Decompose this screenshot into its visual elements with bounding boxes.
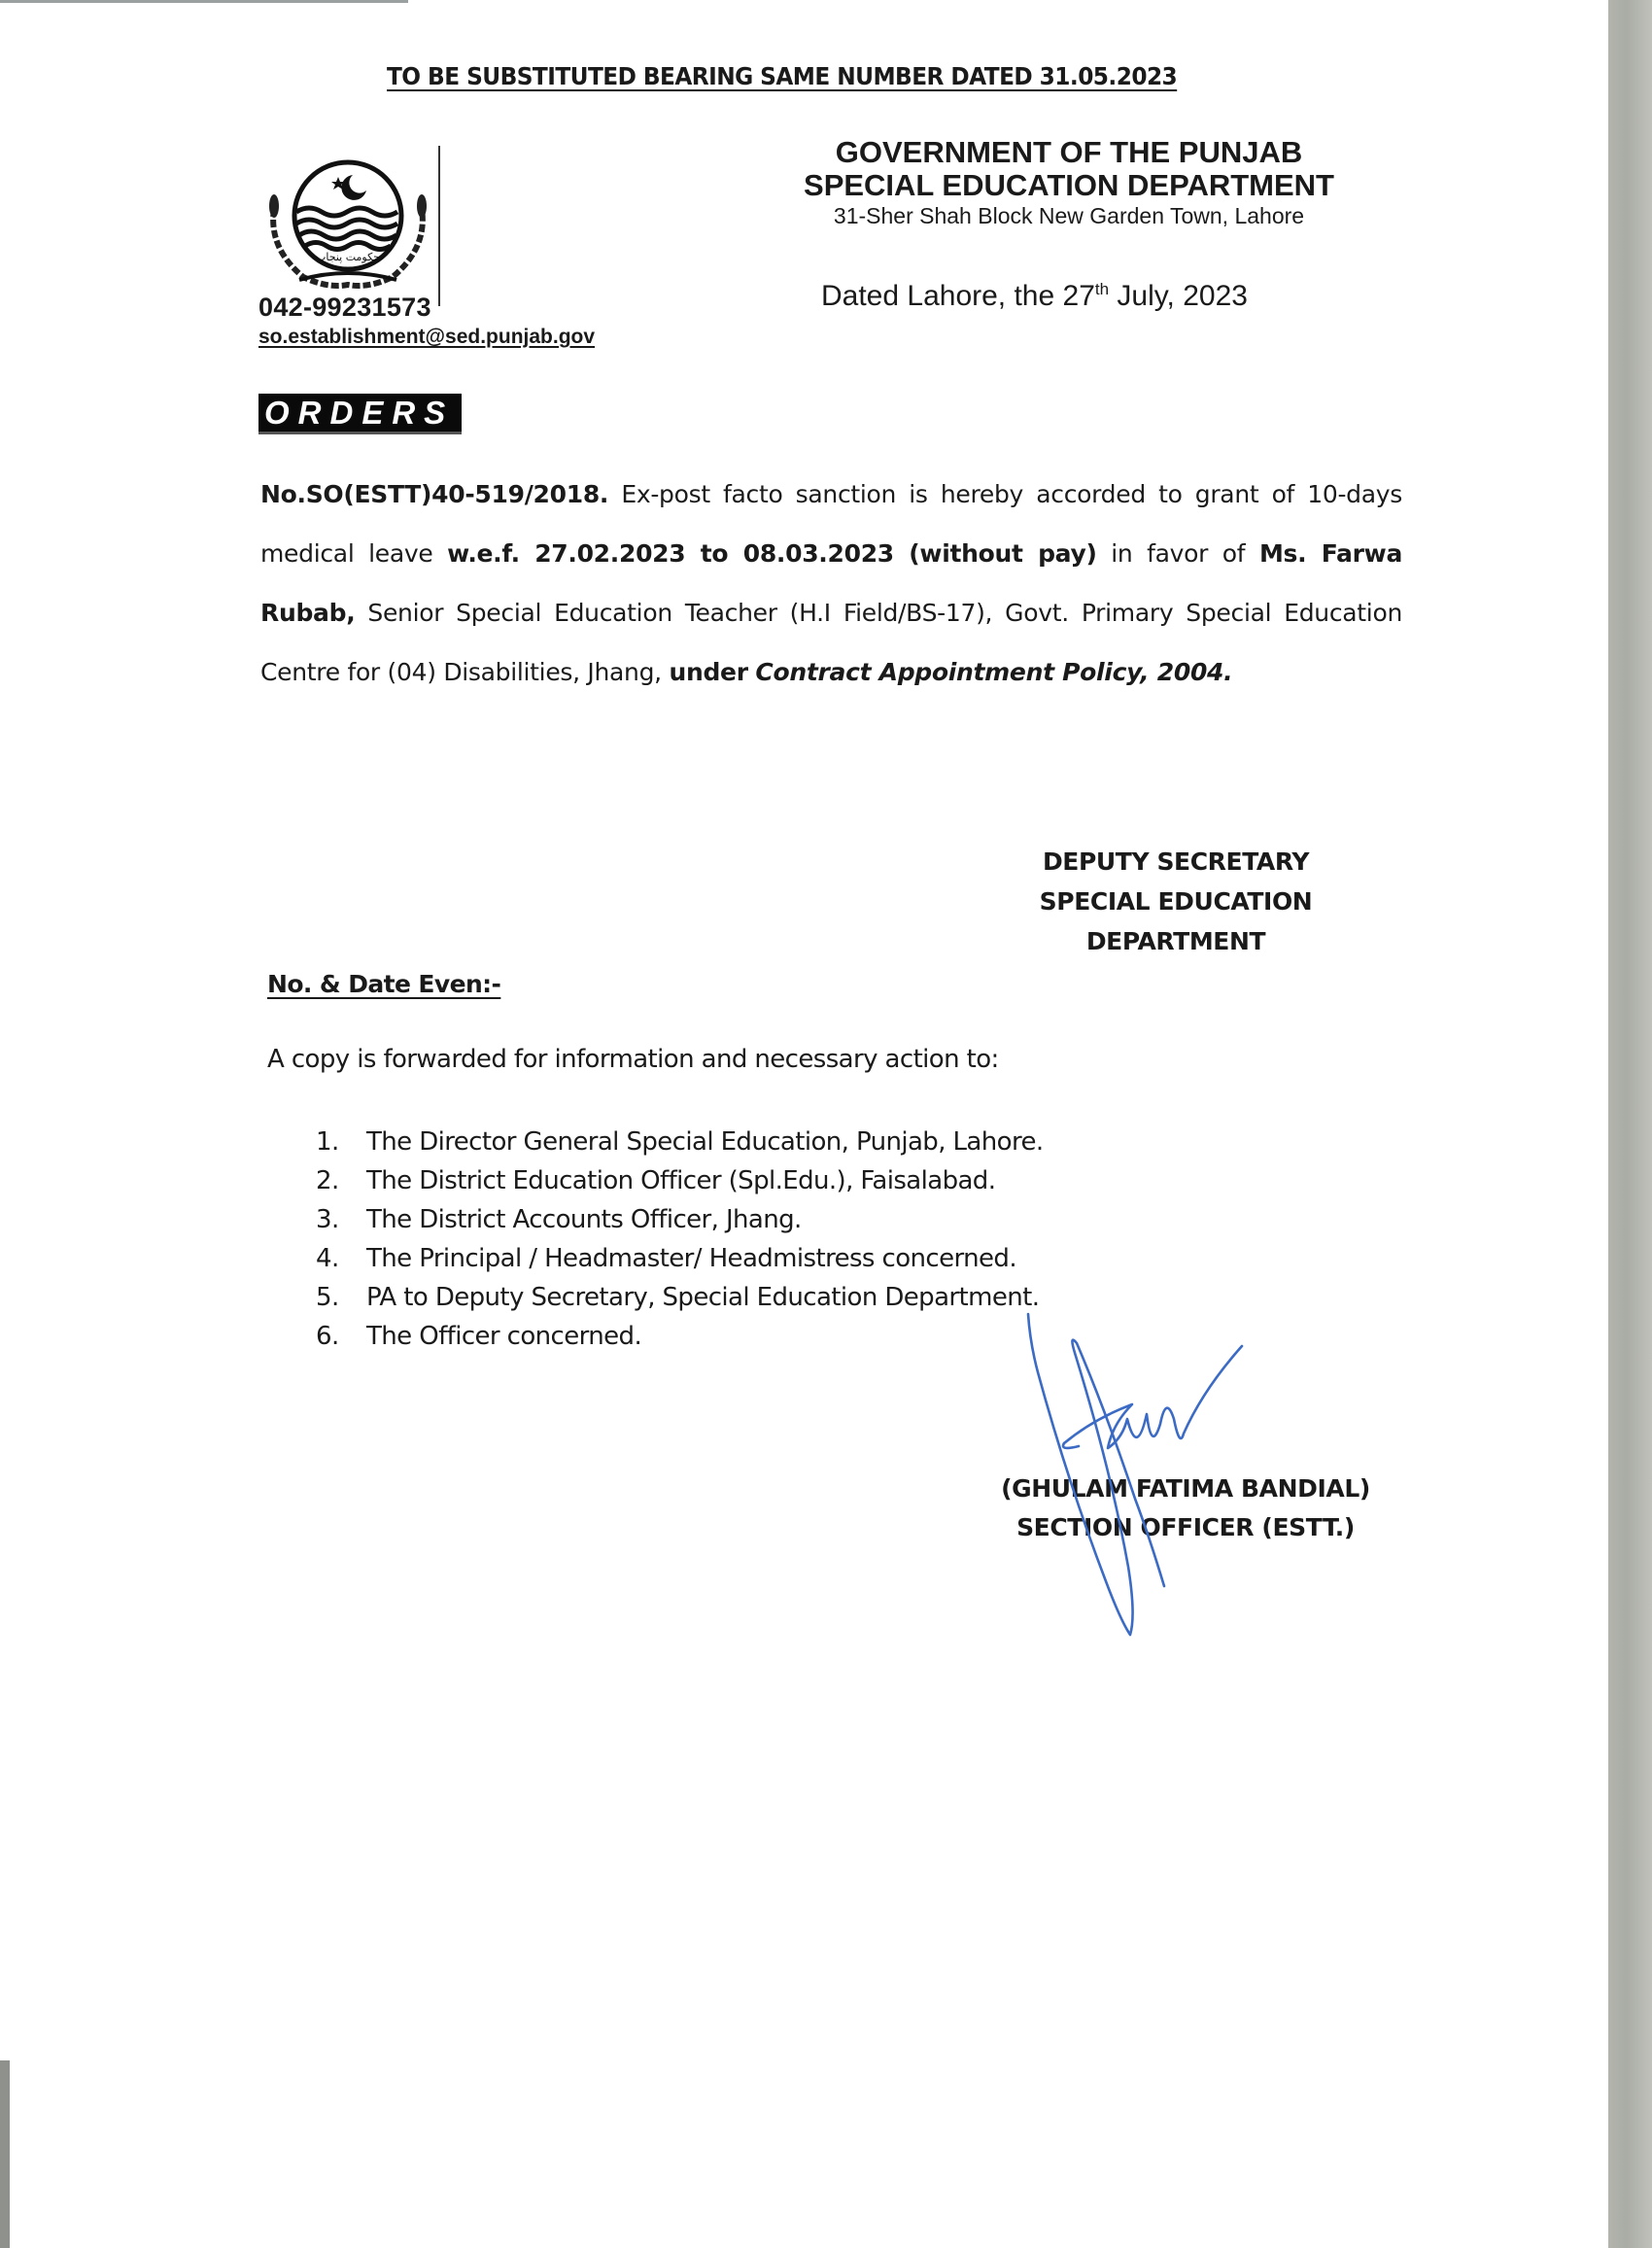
orders-heading: ORDERS [258, 394, 462, 434]
scan-edge-left [0, 2060, 10, 2248]
date-ordinal: th [1094, 280, 1110, 298]
item-text: PA to Deputy Secretary, Special Education Department. [366, 1283, 1040, 1312]
government-title: GOVERNMENT OF THE PUNJAB [835, 135, 1303, 169]
order-text: Ex-post facto sanction is hereby accorded to grant of 10-days medical leave [260, 480, 1402, 568]
department-header [768, 136, 1370, 229]
order-paragraph [260, 465, 1402, 702]
list-item [316, 1200, 1044, 1239]
leave-dates: w.e.f. 27.02.2023 to 08.03.2023 (without pay) [447, 539, 1097, 568]
deputy-line-3: DEPARTMENT [1085, 927, 1266, 955]
policy-name: Contract Appointment Policy, 2004. [755, 658, 1233, 686]
header-divider [438, 146, 440, 306]
list-item [316, 1317, 1044, 1356]
item-text: The District Accounts Officer, Jhang. [366, 1205, 802, 1234]
order-number: No.SO(ESTT)40-519/2018. [260, 480, 609, 508]
item-number: 1. [316, 1127, 339, 1157]
number-date-even: No. & Date Even:- [267, 970, 501, 998]
item-number: 2. [316, 1166, 339, 1195]
phone-number: 042-99231573 [258, 293, 431, 322]
signatory-name: (GHULAM FATIMA BANDIAL) [1001, 1474, 1370, 1503]
document-date [821, 280, 1248, 313]
list-item [316, 1239, 1044, 1278]
list-item [316, 1123, 1044, 1161]
scan-edge-right [1608, 0, 1652, 2248]
deputy-secretary-block [1011, 842, 1341, 961]
punjab-government-logo [260, 156, 435, 292]
deputy-line-2: SPECIAL EDUCATION [1039, 887, 1313, 916]
list-item [316, 1161, 1044, 1200]
item-number: 4. [316, 1244, 339, 1273]
list-item [316, 1278, 1044, 1317]
under-word: under [669, 658, 748, 686]
forward-text: A copy is forwarded for information and necessary action to: [267, 1045, 999, 1074]
item-number: 3. [316, 1205, 339, 1234]
item-text: The District Education Officer (Spl.Edu.), Faisalabad. [366, 1166, 996, 1195]
department-address: 31-Sher Shah Block New Garden Town, Lahore [833, 203, 1305, 228]
order-text: Senior Special Education Teacher (H.I Field/BS-17), Govt. Primary Special Education Centre for (04) Disabilities, Jhang, [260, 599, 1402, 686]
department-title: SPECIAL EDUCATION DEPARTMENT [804, 168, 1334, 202]
handwritten-signature [1011, 1302, 1283, 1662]
item-text: The Director General Special Education, Punjab, Lahore. [366, 1127, 1044, 1157]
item-number: 5. [316, 1283, 339, 1312]
item-text: The Officer concerned. [366, 1322, 642, 1351]
item-number: 6. [316, 1322, 339, 1351]
substitution-note: TO BE SUBSTITUTED BEARING SAME NUMBER DATED 31.05.2023 [387, 62, 1178, 90]
signatory-title: SECTION OFFICER (ESTT.) [1016, 1513, 1355, 1541]
date-prefix: Dated Lahore, the 27 [821, 280, 1095, 312]
logo-urdu-text: حکومت پنجاب [316, 251, 380, 263]
date-suffix: July, 2023 [1109, 280, 1248, 312]
employee-name: Ms. Farwa Rubab, [260, 539, 1403, 627]
recipient-list [316, 1123, 1044, 1356]
deputy-line-1: DEPUTY SECRETARY [1042, 847, 1310, 876]
email-link[interactable]: so.establishment@sed.punjab.gov [258, 326, 596, 348]
item-text: The Principal / Headmaster/ Headmistress concerned. [366, 1244, 1016, 1273]
order-text: in favor of [1096, 539, 1259, 568]
scan-edge-top [0, 0, 408, 3]
